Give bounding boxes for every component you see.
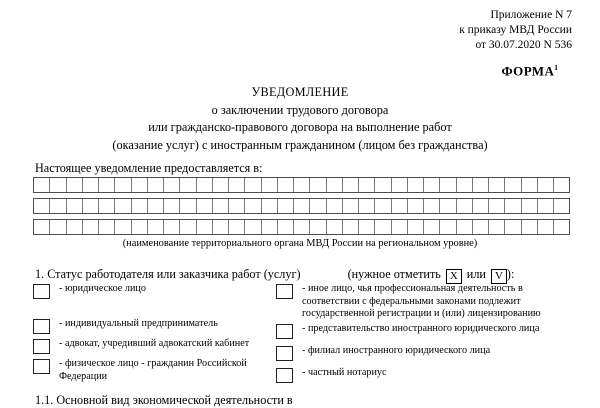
grid-cell[interactable] [554, 220, 569, 234]
grid-cell[interactable] [327, 178, 343, 192]
marking-hint [348, 266, 515, 284]
provided-to-label: Настоящее уведомление предоставляется в: [35, 161, 263, 175]
grid-cell[interactable] [343, 220, 359, 234]
marking-hint-suffix: ): [506, 267, 515, 281]
grid-cell[interactable] [489, 178, 505, 192]
grid-cell[interactable] [457, 178, 473, 192]
grid-cell[interactable] [359, 178, 375, 192]
grid-cell[interactable] [408, 220, 424, 234]
grid-cell[interactable] [115, 178, 131, 192]
grid-cell[interactable] [408, 178, 424, 192]
grid-cell[interactable] [180, 220, 196, 234]
grid-cell[interactable] [213, 199, 229, 213]
title-line-4: (оказание услуг) с иностранным гражданином (лицом без гражданства) [112, 137, 488, 152]
grid-cell[interactable] [375, 199, 391, 213]
grid-cell[interactable] [245, 199, 261, 213]
grid-cell[interactable] [229, 220, 245, 234]
grid-cell[interactable] [310, 220, 326, 234]
grid-cell[interactable] [424, 178, 440, 192]
grid-cell[interactable] [375, 220, 391, 234]
option-label: - индивидуальный предприниматель [59, 318, 218, 329]
option-label: - частный нотариус [302, 366, 387, 378]
title-line-1: УВЕДОМЛЕНИЕ [251, 85, 349, 99]
grid-cell[interactable] [278, 220, 294, 234]
grid-cell[interactable] [164, 178, 180, 192]
status-options-left-column [33, 283, 285, 385]
grid-cell[interactable] [392, 178, 408, 192]
checkbox-icon[interactable] [33, 359, 50, 374]
mark-x-example: X [446, 269, 462, 284]
checkbox-icon[interactable] [276, 346, 293, 361]
grid-cell[interactable] [99, 178, 115, 192]
grid-cell[interactable] [473, 178, 489, 192]
marking-hint-prefix: (нужное отметить [347, 267, 441, 281]
title-line-2: о заключении трудового договора [211, 102, 389, 117]
document-title [0, 84, 600, 154]
territorial-body-name-grid[interactable] [33, 177, 570, 240]
option-individual-entrepreneur[interactable] [33, 318, 285, 334]
option-label: - иное лицо, чья профессиональная деятельность в соответствии с федеральными законами подлежит государственной регистрации и (или) лицензированию [302, 283, 541, 320]
grid-cell[interactable] [148, 178, 164, 192]
grid-cell[interactable] [180, 199, 196, 213]
grid-cell[interactable] [505, 220, 521, 234]
grid-cell[interactable] [180, 178, 196, 192]
option-natural-person-citizen[interactable] [33, 358, 285, 383]
document-header [459, 8, 572, 78]
grid-cell[interactable] [262, 199, 278, 213]
grid-cell[interactable] [505, 199, 521, 213]
grid-cell[interactable] [83, 199, 99, 213]
grid-cell[interactable] [440, 178, 456, 192]
grid-cell[interactable] [327, 199, 343, 213]
grid-cell[interactable] [229, 199, 245, 213]
grid-cell[interactable] [278, 178, 294, 192]
grid-cell[interactable] [554, 199, 569, 213]
grid-cell[interactable] [99, 220, 115, 234]
checkbox-icon[interactable] [33, 339, 50, 354]
grid-cell[interactable] [115, 220, 131, 234]
grid-cell[interactable] [408, 199, 424, 213]
option-private-notary[interactable] [276, 367, 576, 383]
title-line-3: или гражданско-правового договора на выполнение работ [148, 120, 452, 134]
grid-cell[interactable] [522, 220, 538, 234]
grid-cell[interactable] [197, 178, 213, 192]
grid-cell[interactable] [310, 178, 326, 192]
checkbox-icon[interactable] [276, 284, 293, 299]
grid-cell[interactable] [343, 178, 359, 192]
grid-cell[interactable] [440, 199, 456, 213]
grid-cell[interactable] [294, 178, 310, 192]
grid-caption: (наименование территориального органа МВД России на региональном уровне) [122, 238, 478, 249]
grid-cell[interactable] [457, 199, 473, 213]
form-word-text: ФОРМА [501, 63, 555, 79]
grid-cell[interactable] [522, 178, 538, 192]
grid-cell[interactable] [505, 178, 521, 192]
grid-cell[interactable] [99, 199, 115, 213]
form-label [459, 60, 572, 78]
grid-cell[interactable] [392, 220, 408, 234]
option-other-licensed-person[interactable] [276, 283, 576, 321]
section-1-heading [35, 266, 575, 284]
grid-cell[interactable] [115, 199, 131, 213]
option-legal-entity[interactable] [33, 283, 285, 299]
section-1-label: 1. Статус работодателя или заказчика работ (услуг) [35, 267, 301, 281]
grid-cell[interactable] [67, 178, 83, 192]
grid-cell[interactable] [132, 199, 148, 213]
option-label: - филиал иностранного юридического лица [302, 344, 491, 356]
grid-cell[interactable] [245, 220, 261, 234]
grid-cell[interactable] [34, 178, 50, 192]
grid-cell[interactable] [522, 199, 538, 213]
option-label: - представительство иностранного юридического лица [302, 322, 540, 334]
option-foreign-representative-office[interactable] [276, 323, 576, 339]
appendix-number: Приложение N 7 [490, 9, 572, 21]
grid-cell[interactable] [392, 199, 408, 213]
grid-cell[interactable] [83, 178, 99, 192]
option-label: - юридическое лицо [59, 283, 146, 294]
option-lawyer-office[interactable] [33, 338, 285, 354]
section-1-1-heading: 1.1. Основной вид экономической деятельности в [35, 393, 293, 407]
grid-row[interactable] [33, 177, 570, 193]
grid-cell[interactable] [229, 178, 245, 192]
grid-cell[interactable] [245, 178, 261, 192]
grid-cell[interactable] [262, 220, 278, 234]
grid-cell[interactable] [50, 199, 66, 213]
grid-cell[interactable] [213, 178, 229, 192]
grid-cell[interactable] [343, 199, 359, 213]
grid-cell[interactable] [489, 220, 505, 234]
grid-cell[interactable] [375, 178, 391, 192]
grid-cell[interactable] [164, 199, 180, 213]
grid-cell[interactable] [359, 220, 375, 234]
grid-cell[interactable] [489, 199, 505, 213]
grid-cell[interactable] [197, 199, 213, 213]
option-foreign-branch[interactable] [276, 345, 576, 361]
grid-cell[interactable] [327, 220, 343, 234]
grid-cell[interactable] [132, 220, 148, 234]
mark-v-example: V [491, 269, 507, 284]
grid-row[interactable] [33, 198, 570, 214]
grid-cell[interactable] [34, 220, 50, 234]
grid-cell[interactable] [538, 178, 554, 192]
grid-cell[interactable] [132, 178, 148, 192]
checkbox-icon[interactable] [276, 368, 293, 383]
grid-cell[interactable] [148, 199, 164, 213]
order-date-number: от 30.07.2020 N 536 [475, 39, 572, 51]
status-options-right-column [276, 283, 576, 385]
grid-cell[interactable] [457, 220, 473, 234]
grid-cell[interactable] [538, 220, 554, 234]
grid-cell[interactable] [424, 220, 440, 234]
grid-cell[interactable] [359, 199, 375, 213]
grid-cell[interactable] [164, 220, 180, 234]
option-label: - физическое лицо - гражданин Российской Федерации [59, 358, 247, 382]
checkbox-icon[interactable] [33, 319, 50, 334]
grid-cell[interactable] [278, 199, 294, 213]
grid-cell[interactable] [473, 199, 489, 213]
grid-cell[interactable] [50, 178, 66, 192]
order-authority: к приказу МВД России [459, 24, 572, 36]
marking-hint-or: или [466, 267, 486, 281]
checkbox-icon[interactable] [276, 324, 293, 339]
option-label: - адвокат, учредивший адвокатский кабинет [59, 338, 250, 349]
grid-row[interactable] [33, 219, 570, 235]
grid-cell[interactable] [262, 178, 278, 192]
grid-cell[interactable] [473, 220, 489, 234]
grid-cell[interactable] [440, 220, 456, 234]
grid-cell[interactable] [148, 220, 164, 234]
grid-cell[interactable] [67, 199, 83, 213]
grid-cell[interactable] [538, 199, 554, 213]
grid-cell[interactable] [67, 220, 83, 234]
grid-cell[interactable] [34, 199, 50, 213]
grid-cell[interactable] [83, 220, 99, 234]
grid-cell[interactable] [310, 199, 326, 213]
grid-cell[interactable] [424, 199, 440, 213]
form-footnote-marker: 1 [554, 63, 558, 72]
checkbox-icon[interactable] [33, 284, 50, 299]
grid-cell[interactable] [213, 220, 229, 234]
grid-cell[interactable] [50, 220, 66, 234]
grid-cell[interactable] [294, 220, 310, 234]
grid-cell[interactable] [294, 199, 310, 213]
grid-cell[interactable] [197, 220, 213, 234]
grid-cell[interactable] [554, 178, 569, 192]
